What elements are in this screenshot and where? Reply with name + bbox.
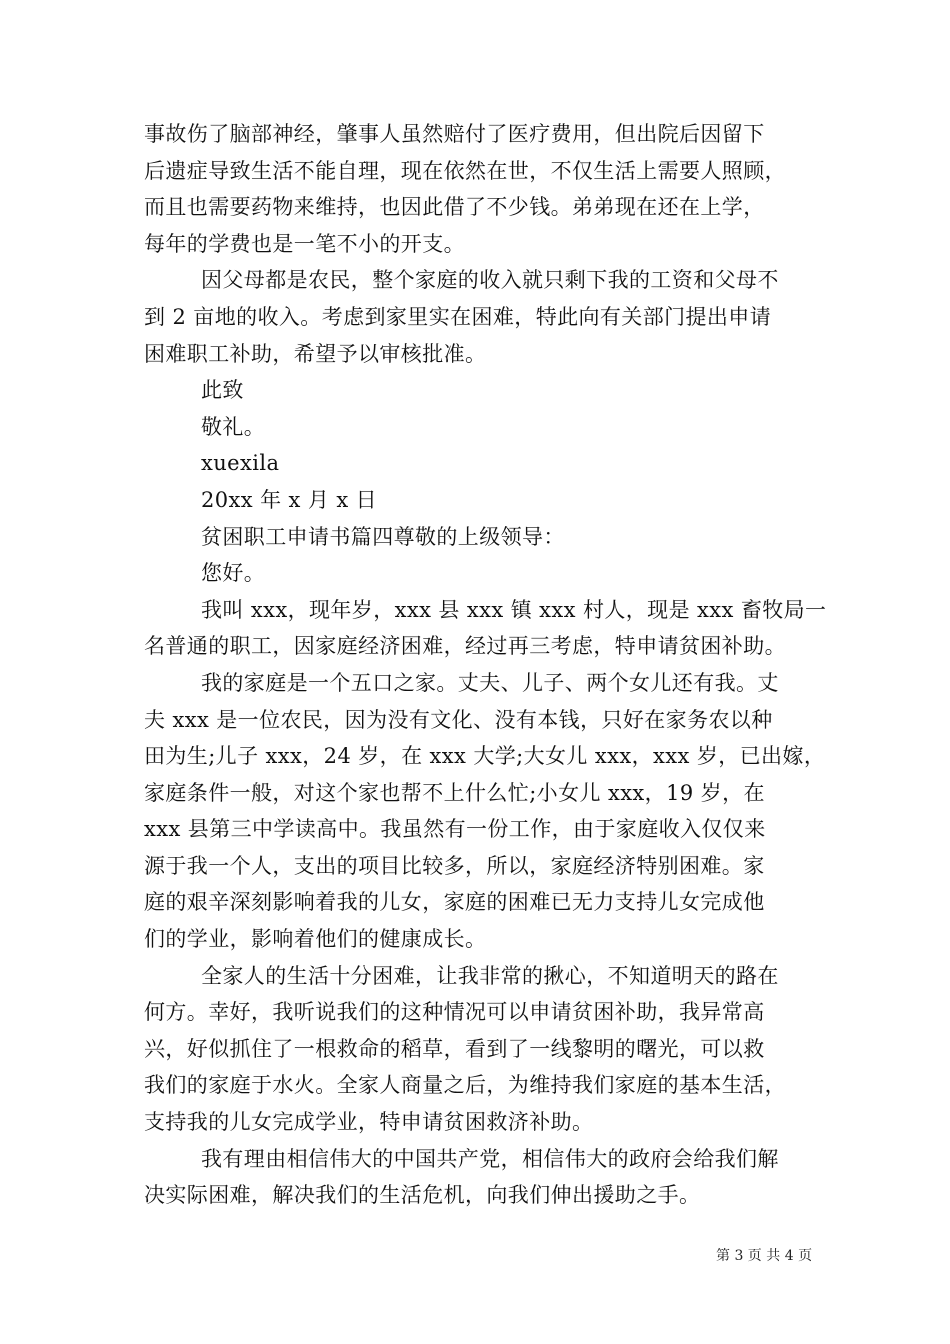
signature-line: xuexila [201, 451, 280, 476]
text-line: 决实际困难，解决我们的生活危机，向我们伸出援助之手。 [144, 1183, 701, 1208]
text-line: 我的家庭是一个五口之家。丈夫、儿子、两个女儿还有我。丈 [201, 670, 779, 695]
greeting-line: 您好。 [201, 561, 266, 586]
text-line: 们的学业，影响着他们的健康成长。 [144, 927, 487, 952]
date-line: 20xx 年 x 月 x 日 [201, 487, 378, 512]
text-line: 事故伤了脑部神经，肇事人虽然赔付了医疗费用，但出院后因留下 [144, 122, 765, 146]
text-line: 名普通的职工，因家庭经济困难，经过再三考虑，特申请贫困补助。 [144, 634, 786, 659]
document-body [144, 116, 834, 1214]
text-line: 后遗症导致生活不能自理，现在依然在世，不仅生活上需要人照顾， [144, 158, 786, 183]
text-line: 我叫 xxx，现年岁，xxx 县 xxx 镇 xxx 村人，现是 xxx 畜牧局一 [201, 597, 827, 622]
text-line: 我们的家庭于水火。全家人商量之后，为维持我们家庭的基本生活， [144, 1073, 786, 1098]
page-number-footer: 第 3 页 共 4 页 [716, 1248, 813, 1264]
text-line: 到 2 亩地的收入。考虑到家里实在困难，特此向有关部门提出申请 [144, 304, 772, 329]
text-line: 而且也需要药物来维持，也因此借了不少钱。弟弟现在还在上学， [144, 195, 765, 220]
text-line: 全家人的生活十分困难，让我非常的揪心，不知道明天的路在 [201, 963, 779, 988]
salutation-line: 敬礼。 [201, 414, 266, 439]
closing-line: 此致 [201, 378, 244, 403]
text-line: 田为生;儿子 xxx，24 岁，在 xxx 大学;大女儿 xxx，xxx 岁，已出嫁， [144, 744, 826, 769]
text-line: 因父母都是农民，整个家庭的收入就只剩下我的工资和父母不 [201, 268, 779, 293]
text-line: 庭的艰辛深刻影响着我的儿女，家庭的困难已无力支持儿女完成他 [144, 890, 765, 915]
text-line: 源于我一个人，支出的项目比较多，所以，家庭经济特别困难。家 [144, 853, 765, 878]
text-line: 困难职工补助，希望予以审核批准。 [144, 341, 487, 366]
text-line: 夫 xxx 是一位农民，因为没有文化、没有本钱，只好在家务农以种 [144, 707, 773, 732]
text-line: 支持我的儿女完成学业，特申请贫困救济补助。 [144, 1110, 594, 1135]
text-line: 何方。幸好，我听说我们的这种情况可以申请贫困补助，我异常高 [144, 1000, 765, 1025]
text-line: 每年的学费也是一笔不小的开支。 [144, 231, 465, 256]
text-line: 我有理由相信伟大的中国共产党，相信伟大的政府会给我们解 [201, 1146, 779, 1171]
text-line: 兴，好似抓住了一根救命的稻草，看到了一线黎明的曙光，可以救 [144, 1036, 765, 1061]
section-heading: 贫困职工申请书篇四尊敬的上级领导： [201, 524, 565, 549]
text-line: 家庭条件一般，对这个家也帮不上什么忙;小女儿 xxx，19 岁，在 [144, 780, 765, 805]
text-line: xxx 县第三中学读高中。我虽然有一份工作，由于家庭收入仅仅来 [144, 817, 766, 842]
